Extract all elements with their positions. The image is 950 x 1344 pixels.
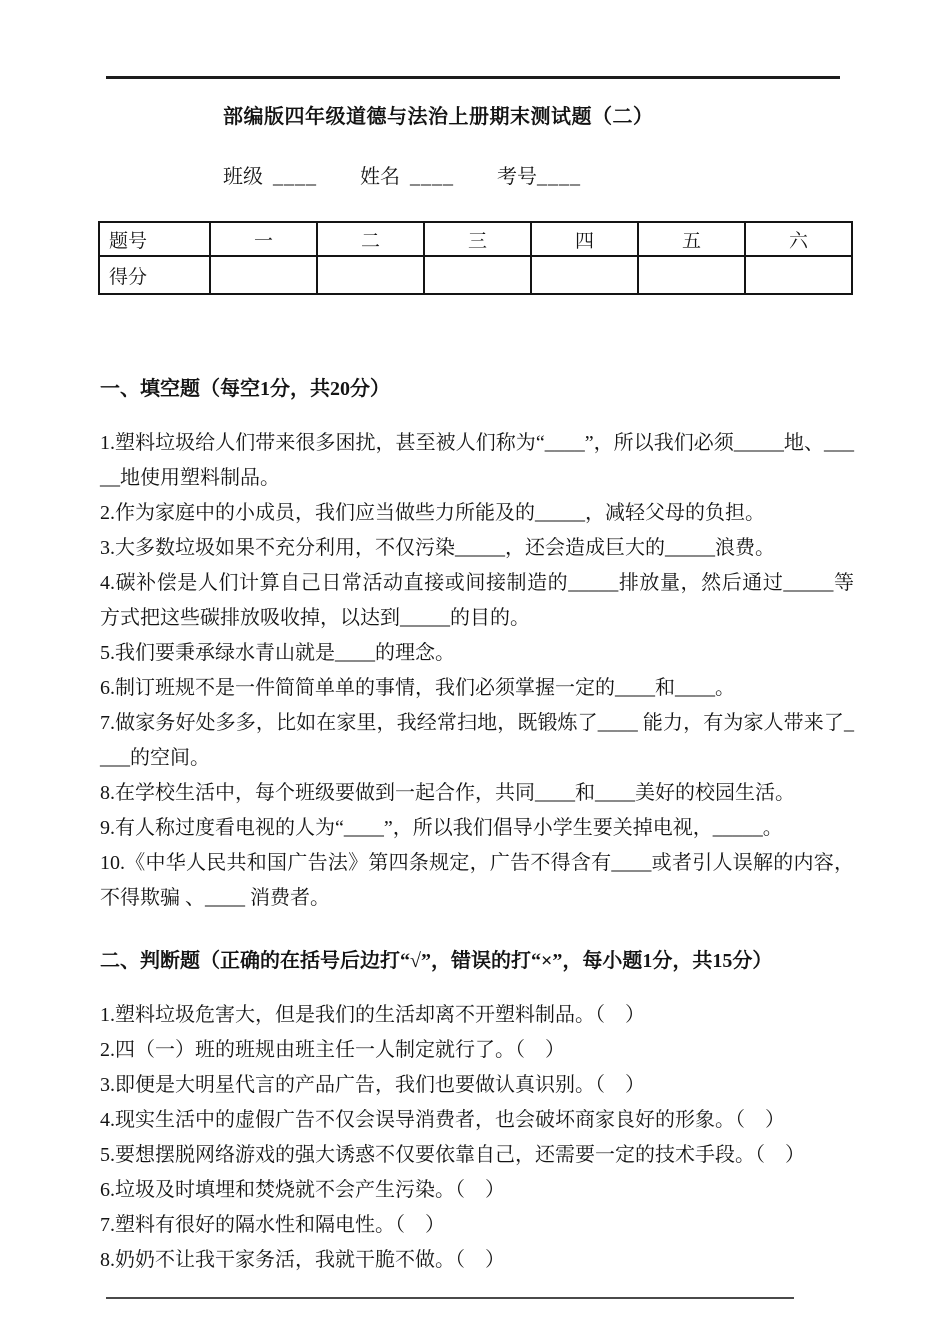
score-table-question-row (99, 222, 852, 256)
fill-blank-question-1: 1.塑料垃圾给人们带来很多困扰，甚至被人们称为“____”，所以我们必须_____地、_____地使用塑料制品。 (100, 432, 854, 489)
score-cell-6 (745, 256, 852, 294)
fill-blank-question-10: 10.《中华人民共和国广告法》第四条规定，广告不得含有____或者引人误解的内容，不得欺骗 、____ 消费者。 (100, 852, 854, 909)
judgment-question-4: 4.现实生活中的虚假广告不仅会误导消费者，也会破坏商家良好的形象。（ ） (100, 1109, 785, 1131)
score-cell-2 (317, 256, 424, 294)
score-cell-5 (638, 256, 745, 294)
question-col-6: 六 (745, 222, 852, 256)
judgment-question-8: 8.奶奶不让我干家务活，我就干脆不做。（ ） (100, 1249, 505, 1271)
question-col-4: 四 (531, 222, 638, 256)
judgment-question-3: 3.即便是大明星代言的产品广告，我们也要做认真识别。（ ） (100, 1074, 645, 1096)
score-row-label: 得分 (99, 256, 210, 294)
name-label: 姓名 (360, 166, 400, 188)
fill-blank-question-7: 7.做家务好处多多，比如在家里，我经常扫地，既锻炼了____ 能力，有为家人带来了____的空间。 (100, 712, 854, 769)
student-info-line (223, 160, 619, 189)
fill-blank-question-5: 5.我们要秉承绿水青山就是____的理念。 (100, 642, 455, 664)
judgment-question-6: 6.垃圾及时填埋和焚烧就不会产生污染。（ ） (100, 1179, 505, 1201)
question-col-2: 二 (317, 222, 424, 256)
score-table (98, 221, 853, 295)
fill-blank-question-9: 9.有人称过度看电视的人为“____”，所以我们倡导小学生要关掉电视，_____。 (100, 817, 783, 839)
question-col-5: 五 (638, 222, 745, 256)
exam-number-label: 考号 (497, 166, 537, 188)
judgment-question-7: 7.塑料有很好的隔水性和隔电性。（ ） (100, 1214, 445, 1236)
fill-blank-question-6: 6.制订班规不是一件简简单单的事情，我们必须掌握一定的____和____。 (100, 677, 735, 699)
score-cell-4 (531, 256, 638, 294)
exam-body (100, 372, 854, 1278)
fill-blank-question-8: 8.在学校生活中，每个班级要做到一起合作，共同____和____美好的校园生活。 (100, 782, 795, 804)
question-col-1: 一 (210, 222, 317, 256)
class-label: 班级 (223, 166, 263, 188)
class-blank: ____ (273, 166, 317, 188)
judgment-question-1: 1.塑料垃圾危害大，但是我们的生活却离不开塑料制品。（ ） (100, 1004, 645, 1026)
name-blank: ____ (410, 166, 454, 188)
question-col-3: 三 (424, 222, 531, 256)
fill-blank-question-4: 4.碳补偿是人们计算自己日常活动直接或间接制造的_____排放量，然后通过_____等方式把这些碳排放吸收掉，以达到_____的目的。 (100, 572, 854, 629)
class-field (223, 166, 317, 188)
header-rule (106, 76, 840, 79)
page-title: 部编版四年级道德与法治上册期末测试题（二） (223, 106, 654, 128)
exam-number-blank: ____ (537, 166, 581, 188)
exam-number-field (497, 166, 581, 188)
score-table-score-row (99, 256, 852, 294)
fill-blank-question-3: 3.大多数垃圾如果不充分利用，不仅污染_____，还会造成巨大的_____浪费。 (100, 537, 775, 559)
footer-rule (106, 1297, 794, 1299)
question-number-row-label: 题号 (99, 222, 210, 256)
name-field (360, 166, 454, 188)
section-1-heading: 一、填空题（每空1分，共20分） (100, 378, 390, 400)
score-cell-1 (210, 256, 317, 294)
fill-blank-question-2: 2.作为家庭中的小成员，我们应当做些力所能及的_____，减轻父母的负担。 (100, 502, 765, 524)
section-2-heading: 二、判断题（正确的在括号后边打“√”，错误的打“×”，每小题1分，共15分） (100, 950, 773, 972)
judgment-question-5: 5.要想摆脱网络游戏的强大诱惑不仅要依靠自己，还需要一定的技术手段。（ ） (100, 1144, 805, 1166)
score-cell-3 (424, 256, 531, 294)
judgment-question-2: 2.四（一）班的班规由班主任一人制定就行了。（ ） (100, 1039, 565, 1061)
